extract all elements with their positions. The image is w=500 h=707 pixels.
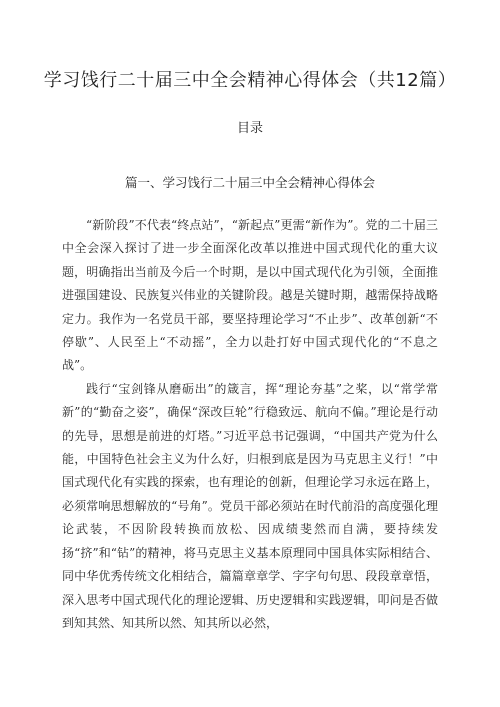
body-text [62,214,438,635]
toc-label: 目录 [236,121,263,136]
paragraph: “新阶段”不代表“终点站”，“新起点”更需“新作为”。党的二十届三中全会深入探讨了进一步全面深化改革以推进中国式现代化的重大议题，明确指出当前及今后一个时期，是以中国式现代化为引领，全面推进强国建设、民族复兴伟业的关键阶段。越是关键时期，越需保持战略定力。我作为一名党员干部，要坚持理论学习“不止步”、改革创新“不停歇”、人民至上“不动摇”，全力以赴打好中国式现代化的“不息之战”。 [62,218,438,373]
paragraph: 践行“宝剑锋从磨砺出”的箴言，挥“理论夯基”之桨，以“常学常新”的“勤奋之姿”，确保“深改巨轮”行稳致远、航向不偏。”理论是行动的先导，思想是前进的灯塔。”习近平总书记强调，“中国共产党为什么能，中国特色社会主义为什么好，归根到底是因为马克思主义行！”中国式现代化有实践的探索，也有理论的创新，但理论学习永远在路上，必须常响思想解放的“号角”。党员干部必须站在时代前沿的高度强化理论武装，不因阶段转换而放松、因成绩斐然而自满，要持续发扬“挤”和“钻”的精神，将马克思主义基本原理同中国具体实际相结合、同中华优秀传统文化相结合，篇篇章章学、字字句句思、段段章章悟，深入思考中国式现代化的理论逻辑、历史逻辑和实践逻辑，叩问是否做到知其然、知其所以然、知其所以必然， [62,381,438,630]
document-title: 学习饯行二十届三中全会精神心得体会（共12篇） [43,70,457,91]
section-heading: 篇一、学习饯行二十届三中全会精神心得体会 [124,175,375,190]
